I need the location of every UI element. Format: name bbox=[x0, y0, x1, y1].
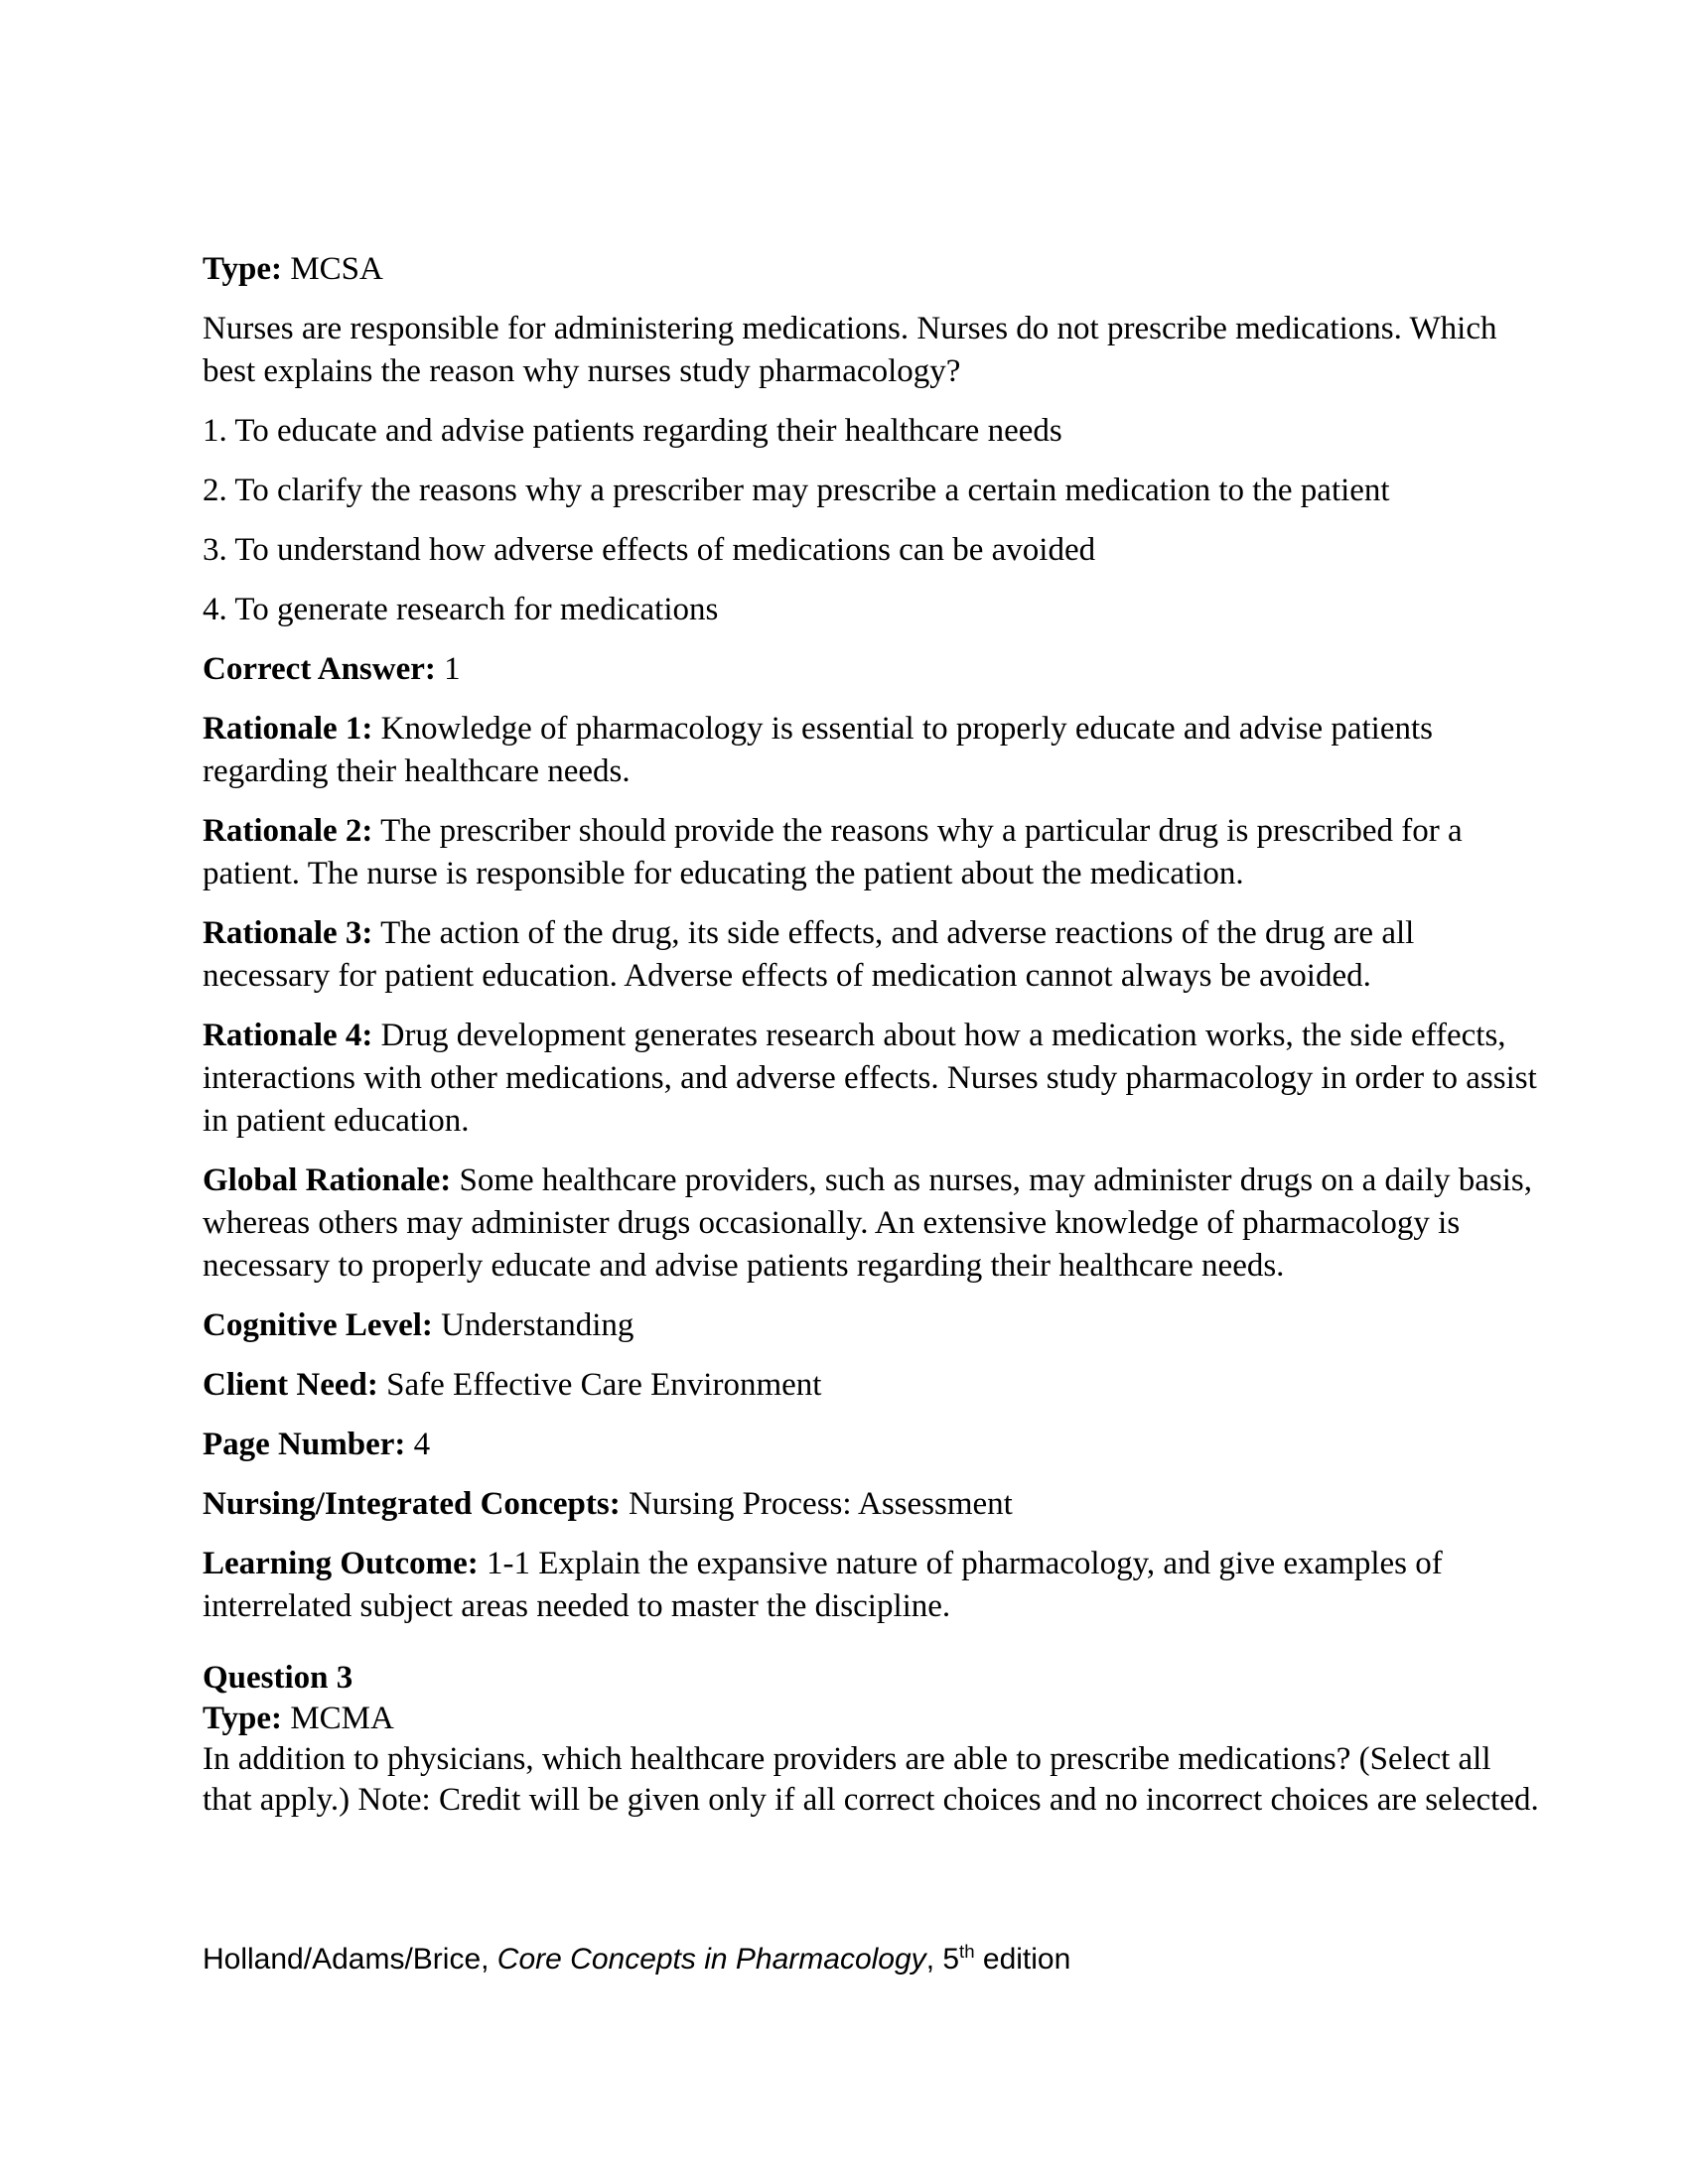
client-need-label: Client Need: bbox=[203, 1367, 378, 1403]
question-type-line bbox=[203, 248, 1545, 291]
global-rationale bbox=[203, 1160, 1545, 1288]
rationale-1-label: Rationale 1: bbox=[203, 711, 373, 747]
correct-answer-label: Correct Answer: bbox=[203, 651, 436, 687]
rationale-4-label: Rationale 4: bbox=[203, 1018, 373, 1053]
footer-edition-number: , 5 bbox=[925, 1943, 960, 1976]
rationale-3 bbox=[203, 912, 1545, 998]
answer-option-3: 3. To understand how adverse effects of medications can be avoided bbox=[203, 532, 1096, 568]
rationale-3-label: Rationale 3: bbox=[203, 915, 373, 951]
answer-option-1: 1. To educate and advise patients regarding their healthcare needs bbox=[203, 413, 1062, 449]
nursing-concepts-label: Nursing/Integrated Concepts: bbox=[203, 1486, 621, 1522]
correct-answer-line bbox=[203, 648, 1545, 691]
question-3-stem: In addition to physicians, which healthcare providers are able to prescribe medications? (Select all that apply.) Note: Credit will be given only if all correct choices and no incorrect choices are selected. bbox=[203, 1741, 1539, 1818]
question-3-type-value: MCMA bbox=[290, 1701, 394, 1736]
question-type-label: Type: bbox=[203, 251, 283, 287]
cognitive-level-label: Cognitive Level: bbox=[203, 1307, 433, 1343]
question-3-section bbox=[203, 1658, 1545, 1821]
answer-option-2: 2. To clarify the reasons why a prescriber may prescribe a certain medication to the patient bbox=[203, 473, 1390, 508]
rationale-2 bbox=[203, 810, 1545, 895]
answer-option-4: 4. To generate research for medications bbox=[203, 592, 719, 627]
question-stem: Nurses are responsible for administering medications. Nurses do not prescribe medications. Which best explains the reason why nurses study pharmacology? bbox=[203, 311, 1497, 389]
question-3-type-label: Type: bbox=[203, 1701, 283, 1736]
footer-book-title: Core Concepts in Pharmacology bbox=[496, 1943, 926, 1976]
footer-authors: Holland/Adams/Brice, bbox=[203, 1943, 497, 1976]
learning-outcome-value: 1-1 Explain the expansive nature of pharmacology, and give examples of interrelated subject areas needed to master the discipline. bbox=[203, 1546, 1443, 1624]
client-need-line bbox=[203, 1364, 1545, 1407]
learning-outcome-line bbox=[203, 1543, 1545, 1628]
page-number-value: 4 bbox=[413, 1427, 431, 1462]
question-3-title: Question 3 bbox=[203, 1660, 353, 1696]
rationale-1 bbox=[203, 708, 1545, 793]
client-need-value: Safe Effective Care Environment bbox=[386, 1367, 822, 1403]
rationale-2-text: The prescriber should provide the reasons why a particular drug is prescribed for a patient. The nurse is responsible for educating the patient about the medication. bbox=[203, 813, 1463, 891]
footer-ordinal-suffix: th bbox=[959, 1941, 975, 1962]
question-3-type-line bbox=[203, 1699, 1545, 1739]
correct-answer-value: 1 bbox=[444, 651, 461, 687]
global-rationale-text: Some healthcare providers, such as nurses, may administer drugs on a daily basis, whereas others may administer drugs occasionally. An extensive knowledge of pharmacology is necessary to properly educate and advise patients regarding their healthcare needs. bbox=[203, 1162, 1533, 1284]
nursing-concepts-value: Nursing Process: Assessment bbox=[628, 1486, 1013, 1522]
cognitive-level-line bbox=[203, 1304, 1545, 1347]
nursing-concepts-line bbox=[203, 1483, 1545, 1526]
rationale-1-text: Knowledge of pharmacology is essential to properly educate and advise patients regarding their healthcare needs. bbox=[203, 711, 1433, 789]
page-number-line bbox=[203, 1424, 1545, 1466]
question-type-value: MCSA bbox=[290, 251, 383, 287]
rationale-2-label: Rationale 2: bbox=[203, 813, 373, 849]
document-body bbox=[203, 248, 1545, 1821]
global-rationale-label: Global Rationale: bbox=[203, 1162, 452, 1198]
page-number-label: Page Number: bbox=[203, 1427, 406, 1462]
rationale-4 bbox=[203, 1015, 1545, 1143]
rationale-4-text: Drug development generates research about how a medication works, the side effects, interactions with other medications, and adverse effects. Nurses study pharmacology in order to assist in patient education. bbox=[203, 1018, 1537, 1139]
footer-edition-word: edition bbox=[974, 1943, 1071, 1976]
page-footer bbox=[203, 1942, 1070, 1978]
cognitive-level-value: Understanding bbox=[441, 1307, 634, 1343]
rationale-3-text: The action of the drug, its side effects, and adverse reactions of the drug are all necessary for patient education. Adverse effects of medication cannot always be avoided. bbox=[203, 915, 1415, 994]
learning-outcome-label: Learning Outcome: bbox=[203, 1546, 479, 1581]
